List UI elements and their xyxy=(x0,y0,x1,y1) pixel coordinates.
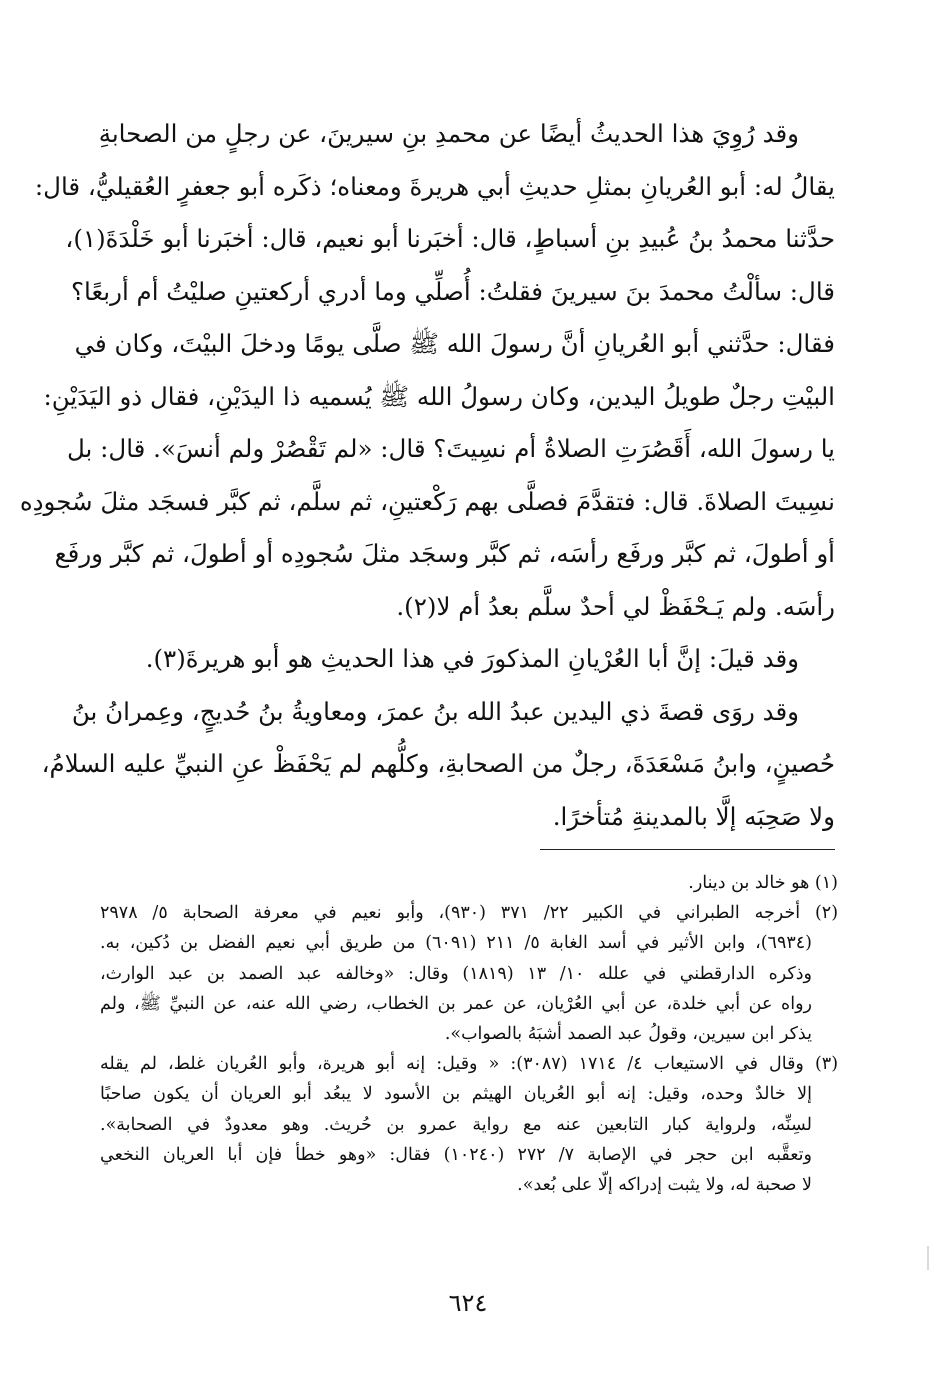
text-line: وقد رُوِيَ هذا الحديثُ أيضًا عن محمدِ بنِ سيرينَ، عن رجلٍ من الصحابةِ xyxy=(98,119,799,148)
footnote-line: لسِنِّه، ولرواية كبار التابعين عنه مع رواية عمرو بن حُريث. وهو معدودٌ في الصحابة». xyxy=(100,1114,812,1135)
footnote-line: (١) هو خالد بن دينار. xyxy=(688,873,838,893)
text-line: يا رسولَ الله، أَقَصُرَتِ الصلاةُ أم نسِيتَ؟ قال: «لم تَقْصُرْ ولم أنسَ». قال: بل xyxy=(66,434,835,463)
text-line: وقد روَى قصةَ ذي اليدين عبدُ الله بنُ عمرَ، ومعاويةُ بنُ حُديجٍ، وعِمرانُ بنُ xyxy=(71,696,799,726)
paragraph-2 xyxy=(100,633,835,686)
text-line: البيْتِ رجلٌ طويلُ اليدين، وكان رسولُ الله ﷺ يُسميه ذا اليدَيْنِ، فقال ذو اليَدَيْنِ: xyxy=(43,381,835,411)
text-line: فقال: حدَّثني أبو العُريانِ أنَّ رسولَ الله ﷺ صلَّى يومًا ودخلَ البيْتَ، وكان في xyxy=(74,329,835,358)
paragraph-1 xyxy=(19,108,835,633)
footnote-line: وذكره الدارقطني في علله ١٠/ ١٣ (١٨١٩) وقال: «وخالفه عبد الصمد بن عبد الوارث، xyxy=(100,963,813,984)
footnote-3 xyxy=(100,1049,838,1200)
text-line: ولا صَحِبَه إلَّا بالمدينةِ مُتأخرًا. xyxy=(552,801,835,831)
edge-mark-graphic xyxy=(926,1246,930,1270)
text-line: قال: سألْتُ محمدَ بنَ سيرينَ فقلتُ: أُصلِّي وما أدري أركعتينِ صليْتُ أم أربعًا؟ xyxy=(71,276,835,306)
page-edge-mark xyxy=(926,1246,930,1270)
text-line: حدَّثنا محمدُ بنُ عُبيدِ بنِ أسباطٍ، قال: أخبَرنا أبو نعيم، قال: أخبَرنا أبو خَلْدَةَ(١)، xyxy=(65,224,835,253)
text-line: نسِيتَ الصلاةَ. قال: فتقدَّمَ فصلَّى بهم رَكْعتينِ، ثم سلَّم، ثم كبَّر فسجَد مثلَ سُجودِه xyxy=(19,486,835,516)
footnotes xyxy=(100,868,838,1200)
footnote-line: رواه عن أبي خلدة، عن أبي العُرْيان، عن عمر بن الخطاب، رضي الله عنه، عن النبيِّ ﷺ، ولم xyxy=(100,993,812,1014)
footnote-line: (٣) وقال في الاستيعاب ٤/ ١٧١٤ (٣٠٨٧): « وقيل: إنه أبو هريرة، وأبو العُريان غلط، لم يقله xyxy=(100,1054,839,1075)
main-text xyxy=(19,108,835,843)
footnote-2 xyxy=(100,898,838,1049)
footnote-separator xyxy=(540,849,835,850)
page-number: ٦٢٤ xyxy=(448,1289,488,1317)
footnote-1 xyxy=(100,868,838,898)
footnote-line: يذكر ابن سيرين، وقولُ عبد الصمد أشبَهُ بالصواب». xyxy=(444,1024,812,1045)
footnote-line: لا صحبة له، ولا يثبت إدراكه إلّا على بُعد». xyxy=(517,1175,812,1196)
footnote-line: وتعقَّبه ابن حجر في الإصابة ٧/ ٢٧٢ (١٠٢٤٠) فقال: «وهو خطأ فإن أبا العريان النخعي xyxy=(100,1144,813,1165)
paragraph-3 xyxy=(41,686,835,844)
text-line: وقد قيلَ: إنَّ أبا العُرْيانِ المذكورَ في هذا الحديثِ هو أبو هريرةَ(٣). xyxy=(145,644,799,673)
text-line: أو أطولَ، ثم كبَّر ورفَع رأسَه، ثم كبَّر وسجَد مثلَ سُجودِه أو أطولَ، ثم كبَّر ورفَع xyxy=(54,539,835,568)
text-line: يقالُ له: أبو العُريانِ بمثلِ حديثِ أبي هريرةَ ومعناه؛ ذكَره أبو جعفرٍ العُقيليُّ، قال: xyxy=(34,171,835,201)
text-line: رأسَه. ولم يَـحْفَظْ لي أحدٌ سلَّم بعدُ أم لا(٢). xyxy=(396,591,835,621)
footnote-line: إلا خالدٌ وحده، وقيل: إنه أبو العُريان الهيثم بن الأسود لا يبعُد أبو العريان أن يكون صاحبًا xyxy=(100,1084,812,1105)
footnote-line: (٦٩٣٤)، وابن الأثير في أسد الغابة ٥/ ٢١١ (٦٠٩١) من طريق أبي نعيم الفضل بن دُكين، به. xyxy=(100,933,812,954)
text-line: حُصينٍ، وابنُ مَسْعَدَةَ، رجلٌ من الصحابةِ، وكلُّهم لم يَحْفَظْ عنِ النبيِّ عليه السلامُ، xyxy=(41,749,835,778)
footnote-line: (٢) أخرجه الطبراني في الكبير ٢٢/ ٣٧١ (٩٣٠)، وأبو نعيم في معرفة الصحابة ٥/ ٢٩٧٨ xyxy=(100,903,839,924)
